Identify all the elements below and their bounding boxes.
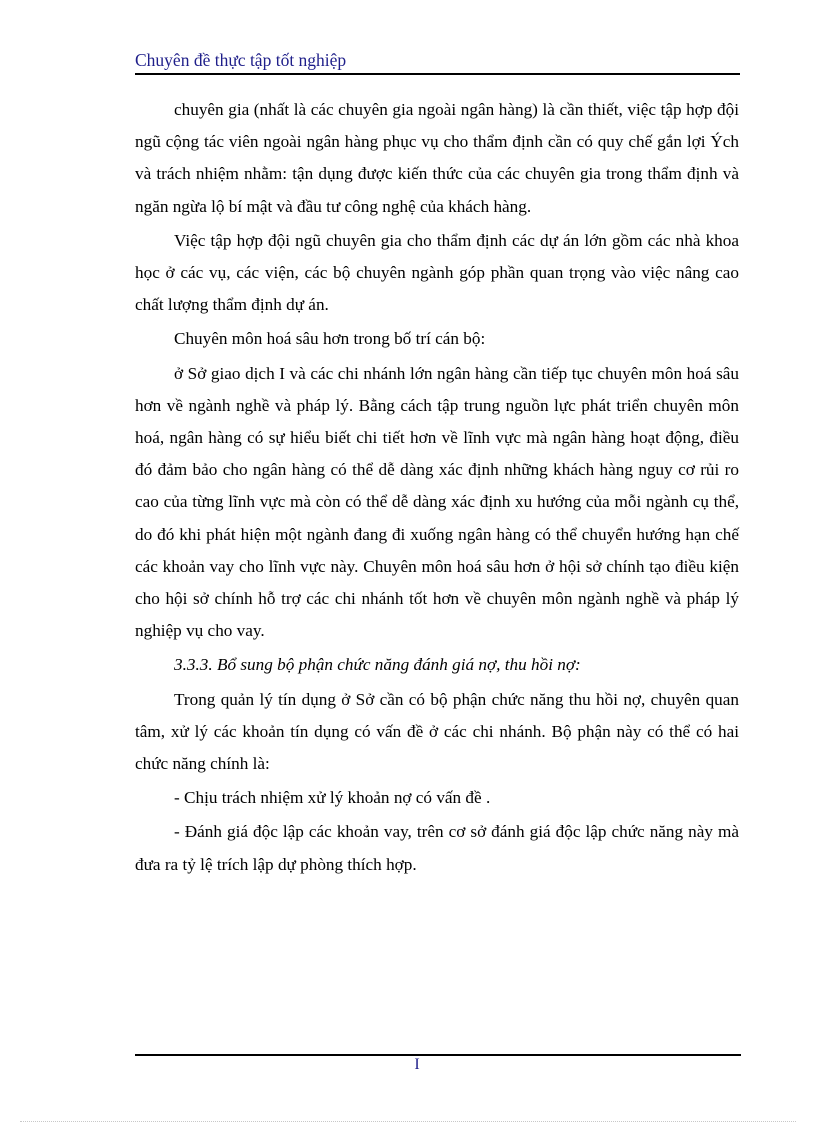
list-item-2: - Đánh giá độc lập các khoản vay, trên cơ sở đánh giá độc lập chức năng này mà đưa ra tỷ lệ trích lập dự phòng thích hợp.: [135, 822, 739, 874]
paragraph-4: ở Sở giao dịch I và các chi nhánh lớn ngân hàng cần tiếp tục chuyên môn hoá sâu hơn về ngành nghề và pháp lý. Bằng cách tập trung nguồn lực phát triển chuyên môn hoá, ngân hàng có sự hiểu biết chi tiết hơn về lĩnh vực mà ngân hàng hoạt động, điều đó đảm bảo cho ngân hàng có thể dễ dàng xác định những khách hàng nguy cơ rủi ro cao của từng lĩnh vực mà còn có thể dễ dàng xác định xu hướng của mỗi ngành cụ thể, do đó khi phát hiện một ngành đang đi xuống ngân hàng có thể chuyển hướng hạn chế các khoản vay cho lĩnh vực này. Chuyên môn hoá sâu hơn ở hội sở chính tạo điều kiện cho hội sở chính hỗ trợ các chi nhánh tốt hơn về chuyên môn ngành nghề và pháp lý nghiệp vụ cho vay.: [135, 363, 739, 641]
body-text: [135, 94, 739, 881]
paragraph-1: chuyên gia (nhất là các chuyên gia ngoài ngân hàng) là cần thiết, việc tập hợp đội ngũ cộng tác viên ngoài ngân hàng phục vụ cho thẩm định cần có quy chế gắn lợi Ých và trách nhiệm nhằm: tận dụng được kiến thức của các chuyên gia trong thẩm định và ngăn ngừa lộ bí mật và đầu tư công nghệ của khách hàng.: [135, 100, 739, 216]
section-heading: 3.3.3. Bổ sung bộ phận chức năng đánh giá nợ, thu hồi nợ:: [174, 655, 581, 675]
list-item-1: - Chịu trách nhiệm xử lý khoản nợ có vấn đề .: [174, 788, 491, 808]
paragraph-3: Chuyên môn hoá sâu hơn trong bố trí cán bộ:: [174, 329, 486, 349]
running-header: Chuyên đề thực tập tốt nghiệp: [135, 48, 740, 75]
paragraph-2: Việc tập hợp đội ngũ chuyên gia cho thẩm định các dự án lớn gồm các nhà khoa học ở các vụ, các viện, các bộ chuyên ngành góp phần quan trọng vào việc nâng cao chất lượng thẩm định dự án.: [135, 230, 739, 315]
page-number: I: [414, 1056, 420, 1073]
page-bottom-border: [20, 1121, 796, 1122]
paragraph-5: Trong quản lý tín dụng ở Sở cần có bộ phận chức năng thu hồi nợ, chuyên quan tâm, xử lý các khoản tín dụng có vấn đề ở các chi nhánh. Bộ phận này có thể có hai chức năng chính là:: [135, 689, 739, 774]
